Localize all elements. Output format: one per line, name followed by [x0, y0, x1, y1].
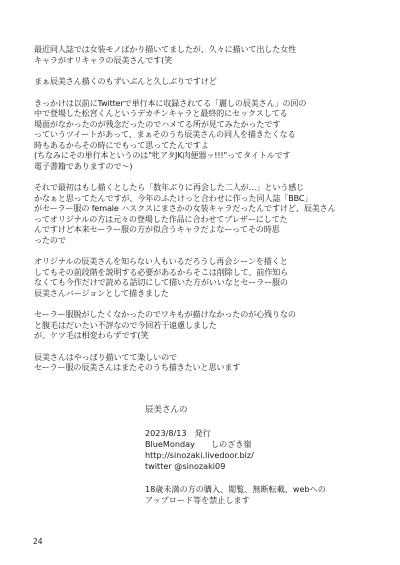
text-line: まぁ辰美さん描くのもずいぶんと久しぶりですけど — [34, 76, 217, 86]
text-line: キャラがオリキャラの辰美さんです(笑 — [34, 54, 173, 65]
circle-author: BlueMonday しのざき嶺 — [145, 439, 252, 449]
text-line: んですけど本来セーラー服の方が似合うキャラだよなーってその時思 — [34, 224, 280, 234]
text-line: なくても今作だけで読める話切にして描いた方がいいなとセーラー服の — [34, 277, 288, 287]
text-line: セーラー服の辰美さんはまたそのうち描きたいと思います — [34, 362, 241, 372]
notice-line: アップロード等を禁止します — [145, 495, 250, 505]
text-line: 辰美さんはやっぱり描いてて楽しいので — [34, 351, 177, 362]
colophon — [145, 405, 365, 506]
text-line: が、ケツ毛は相変わらずです(笑 — [34, 330, 149, 340]
text-line: と腹毛はだいたい不評なので今回若干遠慮しました — [34, 319, 217, 330]
afterword-paragraph — [34, 44, 364, 65]
text-line: ったので — [34, 234, 66, 245]
afterword-paragraph — [34, 309, 364, 341]
text-line: ってオリジナルの方は元々の登場した作品に合わせてブレザーにしてた — [34, 213, 288, 224]
afterword-paragraph — [34, 98, 364, 172]
text-line: がセーラー服の female ハスクスにまさかの女装キャラだったんですけど、辰美さん — [34, 203, 336, 213]
text-line: かなぁと思ってたんですが、今年のふたけっと合わせに作った同人誌「BBC」 — [34, 192, 313, 203]
publication-date: 2023/8/13 発行 — [145, 428, 211, 438]
text-line: それで最初はもし描くとしたら「数年ぶりに再会した二人が…」という感じ — [34, 182, 305, 192]
page-number: 24 — [33, 537, 43, 546]
text-line: 電子書籍でありますので〜) — [34, 160, 133, 171]
text-line: セーラー服脱がしたくなかったのでワキもが描けなかったのが心残りなの — [34, 309, 296, 319]
website-url: http://sinozaki.livedoor.biz/ — [145, 450, 254, 460]
text-line: っていうツイートがあって、まぁそのうち辰美さんの同人を描きたくなる — [34, 129, 296, 139]
twitter-handle: twitter @sinozaki09 — [145, 461, 226, 471]
afterword-paragraph — [34, 182, 364, 245]
text-line: 中で登場した松宮くんというデカチンキャラと最終的にセックスしてる — [34, 108, 288, 118]
afterword-paragraph — [34, 352, 364, 373]
text-line: 場面がなかったのが残念だったのでハメてる所が見てみたかったです — [34, 118, 281, 129]
text-line: オリジナルの辰美さんを知らない人もいるだろうし再会シーンを描くと — [34, 256, 288, 266]
afterword-body — [34, 44, 364, 384]
afterword-paragraph — [34, 256, 364, 298]
text-line: してもその前段階を説明する必要があるからそこは削除して、前作知ら — [34, 266, 289, 277]
text-line: きっかけは以前にTwitterで単行本に収録されてる「麗しの辰美さん」の回の — [34, 97, 307, 108]
colophon-title: 辰美さんの — [145, 405, 188, 415]
notice-line: 18歳未満の方の購入、閲覧、無断転載、webへの — [145, 484, 326, 494]
text-line: (ちなみにその単行本というのは"牝アタJK肉便器ッ!!!"ってタイトルです — [34, 150, 291, 160]
text-line: 辰美さんバージョンとして描きました — [34, 287, 169, 298]
age-restriction-notice — [145, 484, 365, 506]
afterword-paragraph — [34, 76, 364, 87]
text-line: 時もあるからその時にでもって思ってたんですよ — [34, 139, 209, 150]
text-line: 最近同人誌では女装モノばかり描いてましたが、久々に描いて出した女性 — [34, 44, 297, 54]
